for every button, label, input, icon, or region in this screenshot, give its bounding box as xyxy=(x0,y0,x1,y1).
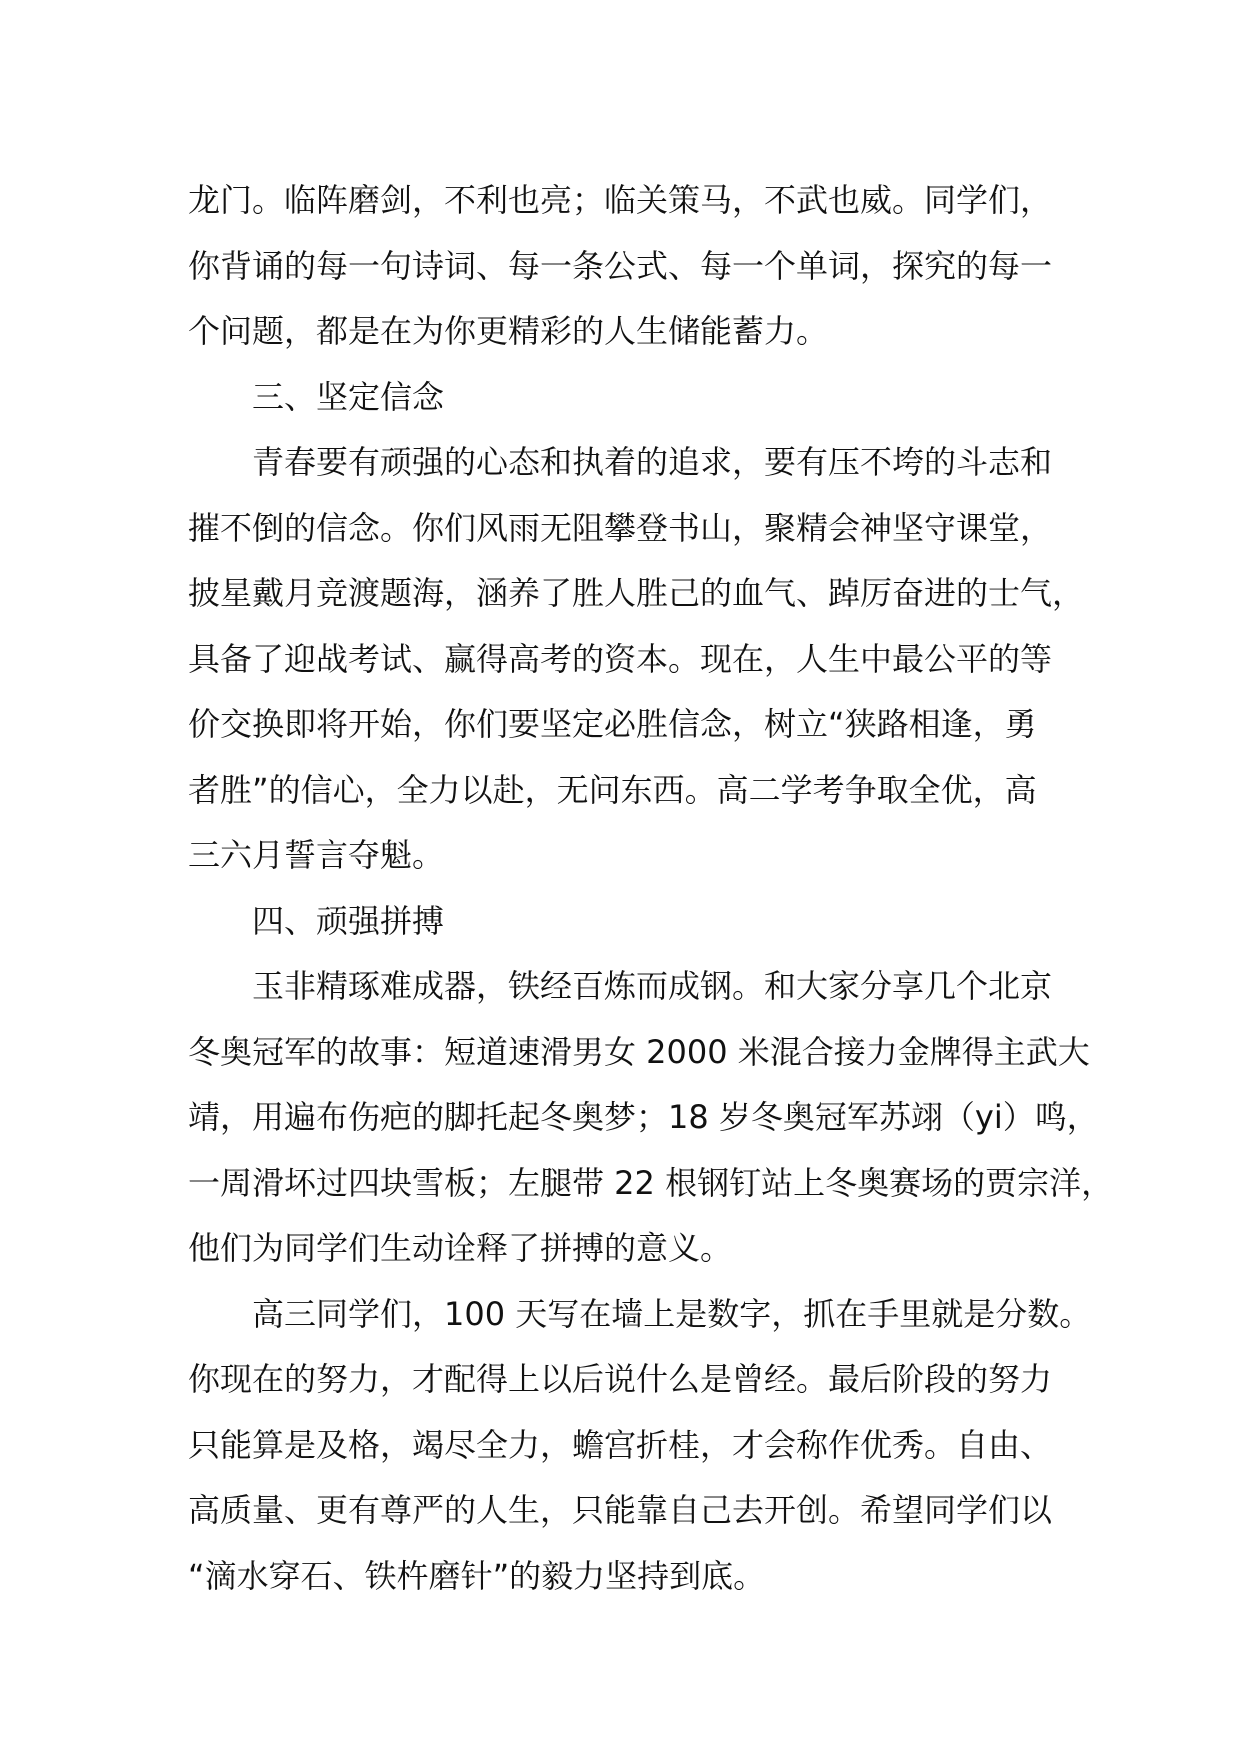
paragraph-line: 高质量、更有尊严的人生，只能靠自己去开创。希望同学们以 xyxy=(188,1491,1053,1529)
paragraph-line: 青春要有顽强的心态和执着的追求，要有压不垮的斗志和 xyxy=(252,443,1053,481)
document-body xyxy=(188,168,1114,1609)
paragraph-line: 披星戴月竞渡题海，涵养了胜人胜己的血气、踔厉奋进的士气， xyxy=(188,574,1085,612)
paragraph-line: 你现在的努力，才配得上以后说什么是曾经。最后阶段的努力 xyxy=(188,1360,1053,1398)
paragraph-line: 摧不倒的信念。你们风雨无阻攀登书山，聚精会神坚守课堂， xyxy=(188,508,1053,547)
section-heading: 三、坚定信念 xyxy=(252,377,445,416)
paragraph-line: 你背诵的每一句诗词、每一条公式、每一个单词，探究的每一 xyxy=(188,246,1053,285)
paragraph-line: 他们为同学们生动诠释了拼搏的意义。 xyxy=(188,1229,733,1267)
paragraph-line: 玉非精琢难成器，铁经百炼而成钢。和大家分享几个北京 xyxy=(252,967,1053,1005)
paragraph-line: 一周滑坏过四块雪板；左腿带 22 根钢钉站上冬奥赛场的贾宗洋， xyxy=(188,1163,1114,1202)
paragraph-line: 只能算是及格，竭尽全力，蟾宫折桂，才会称作优秀。自由、 xyxy=(188,1425,1053,1464)
paragraph-line: “滴水穿石、铁杵磨针”的毅力坚持到底。 xyxy=(188,1556,766,1595)
paragraph-line: 个问题，都是在为你更精彩的人生储能蓄力。 xyxy=(188,312,829,350)
section-heading: 四、顽强拼搏 xyxy=(252,901,445,940)
paragraph-line: 具备了迎战考试、赢得高考的资本。现在，人生中最公平的等 xyxy=(188,639,1053,678)
paragraph-line: 龙门。临阵磨剑，不利也亮；临关策马，不武也威。同学们， xyxy=(188,181,1053,219)
paragraph-line: 靖，用遍布伤疤的脚托起冬奥梦；18 岁冬奥冠军苏翊（yi）鸣， xyxy=(188,1098,1099,1136)
paragraph-line: 者胜”的信心，全力以赴，无问东西。高二学考争取全优，高 xyxy=(188,770,1037,809)
paragraph-line: 价交换即将开始，你们要坚定必胜信念，树立“狭路相逢，勇 xyxy=(188,705,1037,743)
paragraph-line: 三六月誓言夺魁。 xyxy=(188,836,445,874)
paragraph-line: 冬奥冠军的故事：短道速滑男女 2000 米混合接力金牌得主武大 xyxy=(188,1032,1090,1071)
paragraph-line: 高三同学们，100 天写在墙上是数字，抓在手里就是分数。 xyxy=(252,1294,1092,1333)
